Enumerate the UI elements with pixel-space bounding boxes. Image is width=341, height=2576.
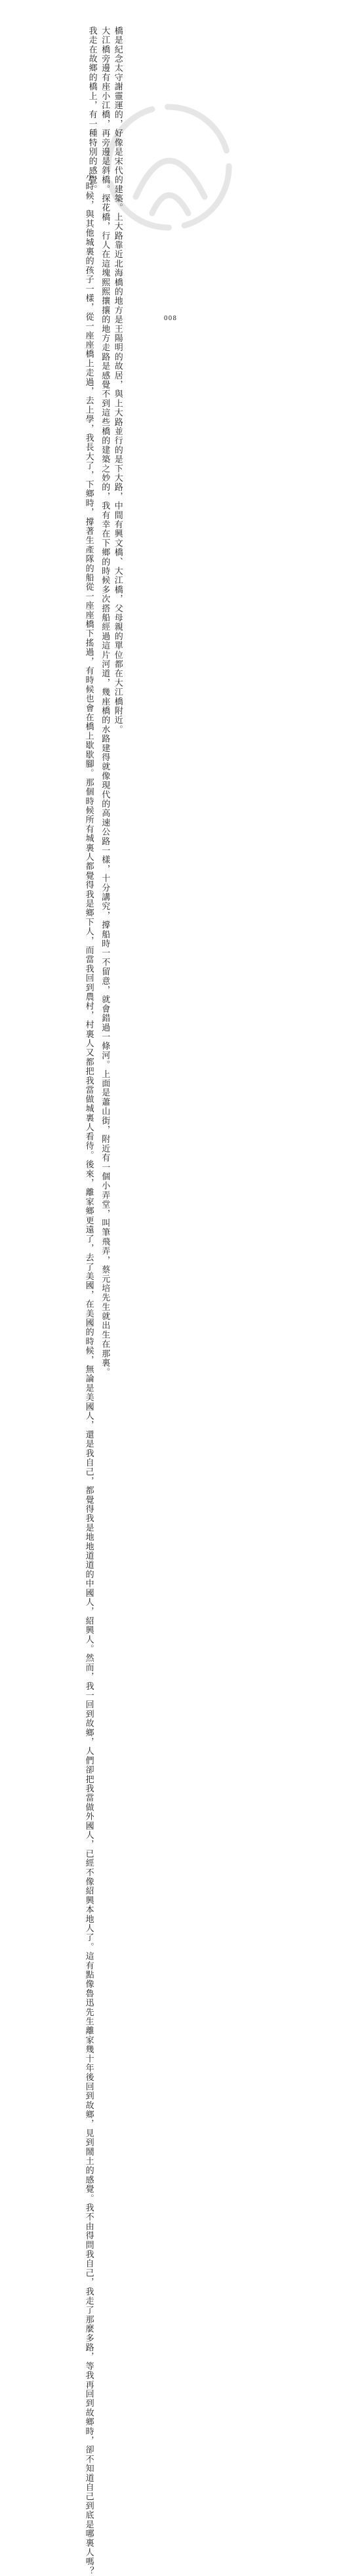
- upper-text-block: [85, 26, 124, 1377]
- paragraph: 大江橋旁邊有座小江橋，再旁邊是斜橋。探花橋，行人在這塊熙熙攘攘的地方走路是感覺不到這些橋的建築之妙的，我有幸在下鄉的時候多次搭船經過這片河道，幾座橋的水路建得就像現代的高速公路一樣，十分講究，撐船時一不留意，就會錯過一條河。上面是蕭山街，附近有一個小弄堂，叫筆飛弄，蔡元培先生就出生在那裏。: [100, 26, 110, 1377]
- paragraph: 小時候，與其他城裏的孩子一樣，從一座座橋上走過，去上學，我長大了，下鄉時，撐著生產隊的船從一座座橋下搖過，有時候也會在橋上歇歇腳。那個時候所有城裏人都覺得我是鄉下人，而當我回到農村，村裏人又都把我當做城裏人看待。後來，離家鄉更遠了，去了美國，在美國的時候，無論是美國人，還是我自己，都覺得我是地地道道的中國人，紹興人。然而，我一回到故鄉，人們卻把我當做外國人，已經不像紹興本地人了。這有點像魯迅先生離家幾十年後回到故鄉，見到鬧土的感覺。我不由得問我自己，我走了那麼多路，等我再回到故鄉時，卻不知道自己到底是哪裏人嗎？: [83, 173, 94, 2576]
- lower-text-block: [82, 173, 95, 2576]
- paragraph: 橋是紀念太守謝靈運的，好像是宋代的建築。上大路靠近北海橋的地方是王陽明的故居，與上大路並行的是下大路，中間有興文橋、大江橋，父母親的單位都在大江橋附近。: [112, 26, 123, 735]
- page-number: 008: [163, 316, 178, 322]
- paragraph: 我走在故鄉的橋上，有一種特別的感覺。: [87, 26, 97, 194]
